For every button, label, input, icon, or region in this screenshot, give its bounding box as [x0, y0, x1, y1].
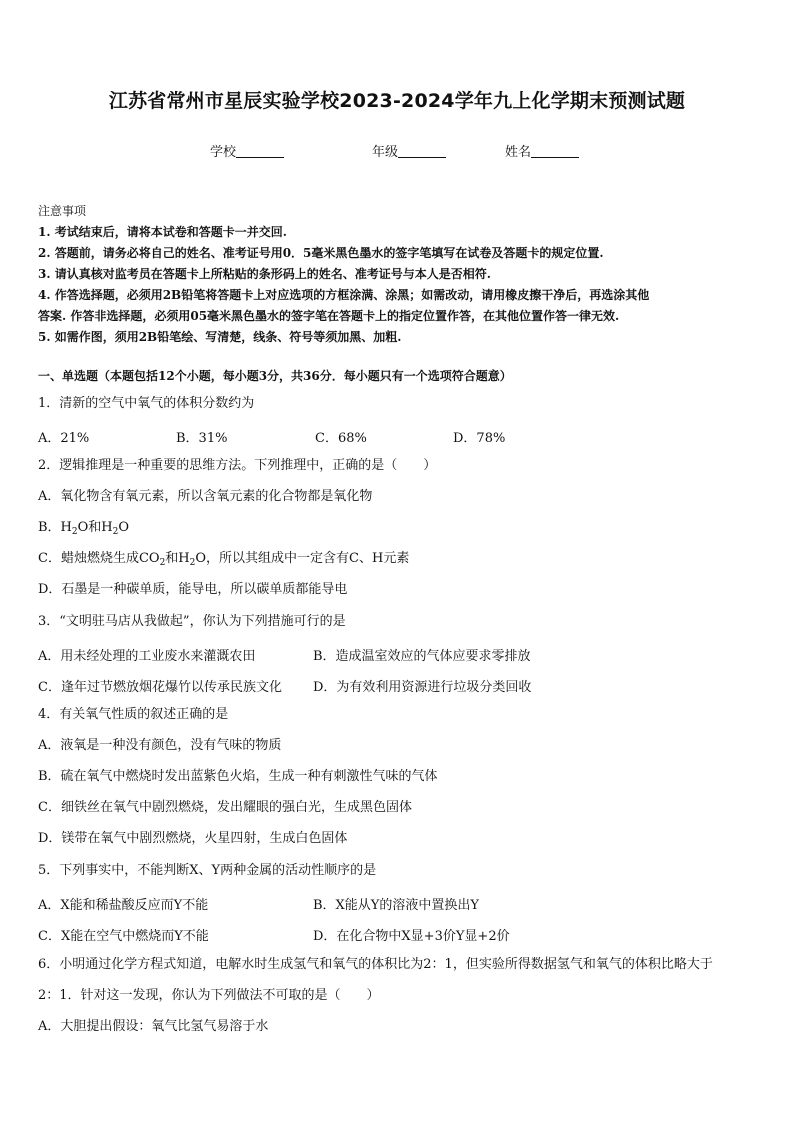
- q1-option-b[interactable]: B．31%: [176, 431, 228, 446]
- notice-item: 答案. 作答非选择题，必须用05毫米黑色墨水的签字笔在答题卡上的指定位置作答，在其他位置作答一律无效.: [38, 309, 620, 323]
- name-field[interactable]: [505, 141, 579, 160]
- question-3-stem: 3．“文明驻马店从我做起”，你认为下列措施可行的是: [38, 614, 346, 629]
- q1-option-c[interactable]: C．68%: [315, 431, 367, 446]
- notice-item: 3. 请认真核对监考员在答题卡上所粘贴的条形码上的姓名、准考证号与本人是否相符.: [38, 267, 491, 281]
- q3-option-b[interactable]: B．造成温室效应的气体应要求零排放: [313, 649, 531, 664]
- grade-blank[interactable]: [398, 144, 446, 158]
- notice-item: 2. 答题前，请务必将自己的姓名、准考证号用0．5毫米黑色墨水的签字笔填写在试卷及答题卡的规定位置.: [38, 246, 604, 260]
- q2-option-c[interactable]: C．蜡烛燃烧生成$CO_2$和$H_2O$，所以其组成中一定含有C、H元素: [38, 551, 410, 568]
- q3-option-d[interactable]: D．为有效利用资源进行垃圾分类回收: [313, 680, 532, 695]
- q4-option-b[interactable]: B．硫在氧气中燃烧时发出蓝紫色火焰，生成一种有刺激性气味的气体: [38, 769, 438, 784]
- q6-option-a[interactable]: A．大胆提出假设：氧气比氢气易溶于水: [38, 1019, 269, 1034]
- q5-option-a[interactable]: A．X能和稀盐酸反应而Y不能: [38, 898, 209, 913]
- school-label: 学校: [210, 145, 237, 160]
- question-2-stem: 2．逻辑推理是一种重要的思维方法。下列推理中，正确的是（ ）: [38, 458, 437, 473]
- question-6-stem-line2: 2：1．针对这一发现，你认为下列做法不可取的是（ ）: [38, 988, 380, 1003]
- notice-item: 1. 考试结束后，请将本试卷和答题卡一并交回.: [38, 225, 287, 239]
- section-heading: 一、单选题（本题包括12个小题，每小题3分，共36分．每小题只有一个选项符合题意）: [38, 369, 512, 383]
- name-label: 姓名: [505, 145, 532, 160]
- q4-option-c[interactable]: C．细铁丝在氧气中剧烈燃烧，发出耀眼的强白光，生成黑色固体: [38, 800, 412, 815]
- notice-item: 5. 如需作图，须用2B铅笔绘、写清楚，线条、符号等须加黑、加粗.: [38, 330, 402, 344]
- q1-option-d[interactable]: D．78%: [453, 431, 506, 446]
- q4-option-a[interactable]: A．液氧是一种没有颜色，没有气味的物质: [38, 738, 282, 753]
- question-5-stem: 5．下列事实中，不能判断X、Y两种金属的活动性顺序的是: [38, 863, 377, 878]
- q5-option-b[interactable]: B．X能从Y的溶液中置换出Y: [313, 898, 479, 913]
- q2-option-a[interactable]: A．氧化物含有氧元素，所以含氧元素的化合物都是氧化物: [38, 489, 373, 504]
- school-field[interactable]: [210, 141, 284, 160]
- q5-option-d[interactable]: D．在化合物中X显+3价Y显+2价: [313, 929, 510, 944]
- q2-option-d[interactable]: D．石墨是一种碳单质，能导电，所以碳单质都能导电: [38, 582, 348, 597]
- q2-option-b[interactable]: B．$H_2O$和$H_2O$: [38, 520, 130, 537]
- question-1-stem: 1．清新的空气中氧气的体积分数约为: [38, 396, 255, 411]
- grade-field[interactable]: [372, 141, 446, 160]
- notice-item: 4. 作答选择题，必须用2B铅笔将答题卡上对应选项的方框涂满、涂黑；如需改动，请用橡皮擦干净后，再选涂其他: [38, 288, 650, 302]
- notice-heading: 注意事项: [38, 204, 87, 218]
- q1-option-a[interactable]: A．21%: [38, 431, 90, 446]
- page-title: 江苏省常州市星辰实验学校2023-2024学年九上化学期末预测试题: [108, 90, 686, 112]
- name-blank[interactable]: [531, 144, 579, 158]
- school-blank[interactable]: [236, 144, 284, 158]
- question-6-stem-line1: 6．小明通过化学方程式知道，电解水时生成氢气和氧气的体积比为2：1，但实验所得数据氢气和氧气的体积比略大于: [38, 957, 713, 972]
- q3-option-c[interactable]: C．逢年过节燃放烟花爆竹以传承民族文化: [38, 680, 282, 695]
- q4-option-d[interactable]: D．镁带在氧气中剧烈燃烧，火星四射，生成白色固体: [38, 831, 348, 846]
- grade-label: 年级: [372, 145, 399, 160]
- q5-option-c[interactable]: C．X能在空气中燃烧而Y不能: [38, 929, 209, 944]
- q3-option-a[interactable]: A．用未经处理的工业废水来灌溉农田: [38, 649, 256, 664]
- question-4-stem: 4．有关氧气性质的叙述正确的是: [38, 707, 229, 722]
